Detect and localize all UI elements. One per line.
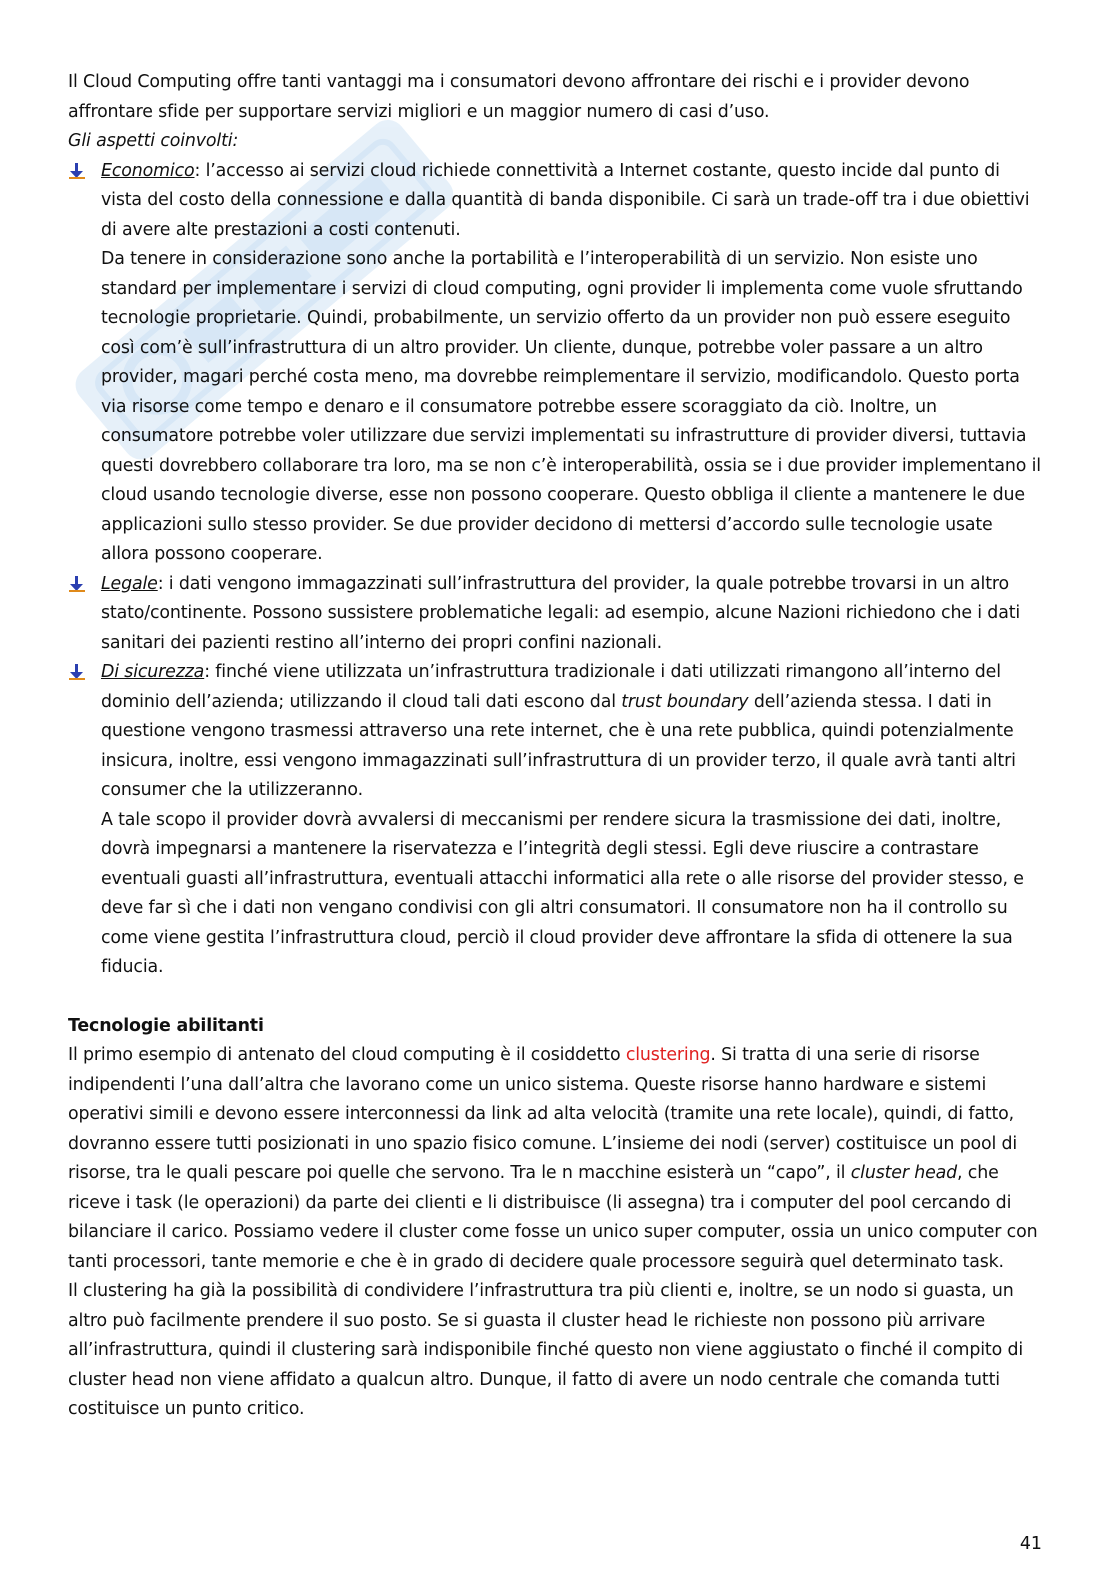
list-item [68,570,1044,659]
section-text: , che riceve i task (le operazioni) da parte dei clienti e li distribuisce (li assegna) tra i computer del pool cercando di bilanciare il carico. Possiamo vedere il cluster come fosse un unico super computer, ossia un unico computer con tanti processori, tante memorie e che è in grado di decidere quale processore seguirà quel determinato task. [68,1163,1038,1272]
term-legale: Legale [101,573,158,594]
aspect-text: : finché viene utilizzata un’infrastruttura tradizionale i dati utilizzati rimangono all’interno del dominio dell’azienda; utilizzando il cloud tali dati escono dal [101,662,1001,712]
term-economico: Economico [101,160,195,181]
aspect-sicurezza [101,658,1044,806]
list-item [68,157,1044,570]
section-paragraph-2: Il clustering ha già la possibilità di condividere l’infrastruttura tra più clienti e, inoltre, se un nodo si guasta, un altro può facilmente prendere il suo posto. Se si guasta il cluster head le richieste non possono più arrivare all’infrastruttura, quindi il clustering sarà indisponibile finché questo non viene aggiustato o finché il compito di cluster head non viene affidato a qualcun altro. Dunque, il fatto di avere un nodo centrale che comanda tutti costituisce un punto critico. [68,1281,1024,1419]
section-text: . Si tratta di una serie di risorse indipendenti l’una dall’altra che lavorano come un unico sistema. Queste risorse hanno hardware e sistemi operativi simili e devono essere interconnessi da link ad alta velocità (tramite una rete locale), quindi, di fatto, dovranno essere tutti posizionati in uno spazio fisico comune. L’insieme dei nodi (server) costituisce un pool di risorse, tra le quali pescare poi quelle che servono. Tra le n macchine esisterà un “capo”, il [68,1045,1018,1183]
arrow-down-bullet-icon [69,576,85,592]
term-sicurezza: Di sicurezza [101,662,205,682]
section-heading: Tecnologie abilitanti [68,1015,264,1036]
section-text: Il primo esempio di antenato del cloud computing è il cosiddetto [68,1045,626,1065]
intro-paragraph: Il Cloud Computing offre tanti vantaggi ma i consumatori devono affrontare dei rischi e i provider devono affrontare sfide per supportare servizi migliori e un maggior numero di casi d’uso. [68,72,970,122]
aspect-text: : l’accesso ai servizi cloud richiede connettività a Internet costante, questo incide dal punto di vista del costo della connessione e dalla quantità di banda disponibile. Ci sarà un trade-off tra i due obiettivi di avere alte prestazioni a costi contenuti. [101,160,1030,240]
page-number: 41 [1019,1534,1042,1554]
arrow-down-bullet-icon [69,163,85,179]
aspects-list [68,157,1044,983]
aspect-text: : i dati vengono immagazzinati sull’infrastruttura del provider, la quale potrebbe trovarsi in un altro stato/continente. Possono sussistere problematiche legali: ad esempio, alcune Nazioni richiedono che i dati sanitari dei pazienti restino all’interno dei propri confini nazionali. [101,573,1021,653]
aspect-sicurezza-continued: A tale scopo il provider dovrà avvalersi di meccanismi per rendere sicura la trasmissione dei dati, inoltre, dovrà impegnarsi a mantenere la riservatezza e l’integrità degli stessi. Egli deve riuscire a contrastare eventuali guasti all’infrastruttura, eventuali attacchi informatici alla rete o alle risorse del provider stesso, e deve far sì che i dati non vengano condivisi con gli altri consumatori. Il consumatore non ha il controllo su come viene gestita l’infrastruttura cloud, perciò il cloud provider deve affrontare la sfida di ottenere la sua fiducia. [101,809,1024,977]
cluster-head-term: cluster head [850,1163,958,1183]
arrow-down-bullet-icon [69,664,85,680]
aspect-economico-continued: Da tenere in considerazione sono anche la portabilità e l’interoperabilità di un servizio. Non esiste uno standard per implementare i servizi di cloud computing, ogni provider li implementa come vuole sfruttando tecnologie proprietarie. Quindi, probabilmente, un servizio offerto da un provider non può essere eseguito così com’è sull’infrastruttura di un altro provider. Un cliente, dunque, potrebbe voler passare a un altro provider, magari perché costa meno, ma dovrebbe reimplementare il servizio, modificandolo. Questo porta via risorse come tempo e denaro e il consumatore potrebbe essere scoraggiato da ciò. Inoltre, un consumatore potrebbe voler utilizzare due servizi implementati su infrastrutture di provider diversi, tuttavia questi dovrebbero collaborare tra loro, ma se non c’è interoperabilità, ossia se i due provider implementano il cloud usando tecnologie diverse, esse non possono cooperare. Questo obbliga il cliente a mantenere le due applicazioni sullo stesso provider. Se due provider decidono di mettersi d’accordo sulle tecnologie usate allora possono cooperare. [101,249,1041,564]
clustering-highlight: clustering [625,1045,711,1065]
document-page [68,68,1044,1425]
aspect-legale [101,570,1044,659]
aspect-text: dell’azienda stessa. I dati in questione vengono trasmessi attraverso una rete internet, che è una rete pubblica, quindi potenzialmente insicura, inoltre, essi vengono immagazzinati sull’infrastruttura di un provider terzo, il quale avrà tanti altri consumer che la utilizzeranno. [101,691,1016,800]
list-item [68,658,1044,983]
aspects-label: Gli aspetti coinvolti: [68,131,239,151]
section-paragraph-1 [68,1041,1044,1277]
trust-boundary-term: trust boundary [621,691,749,712]
aspect-economico [101,157,1044,246]
